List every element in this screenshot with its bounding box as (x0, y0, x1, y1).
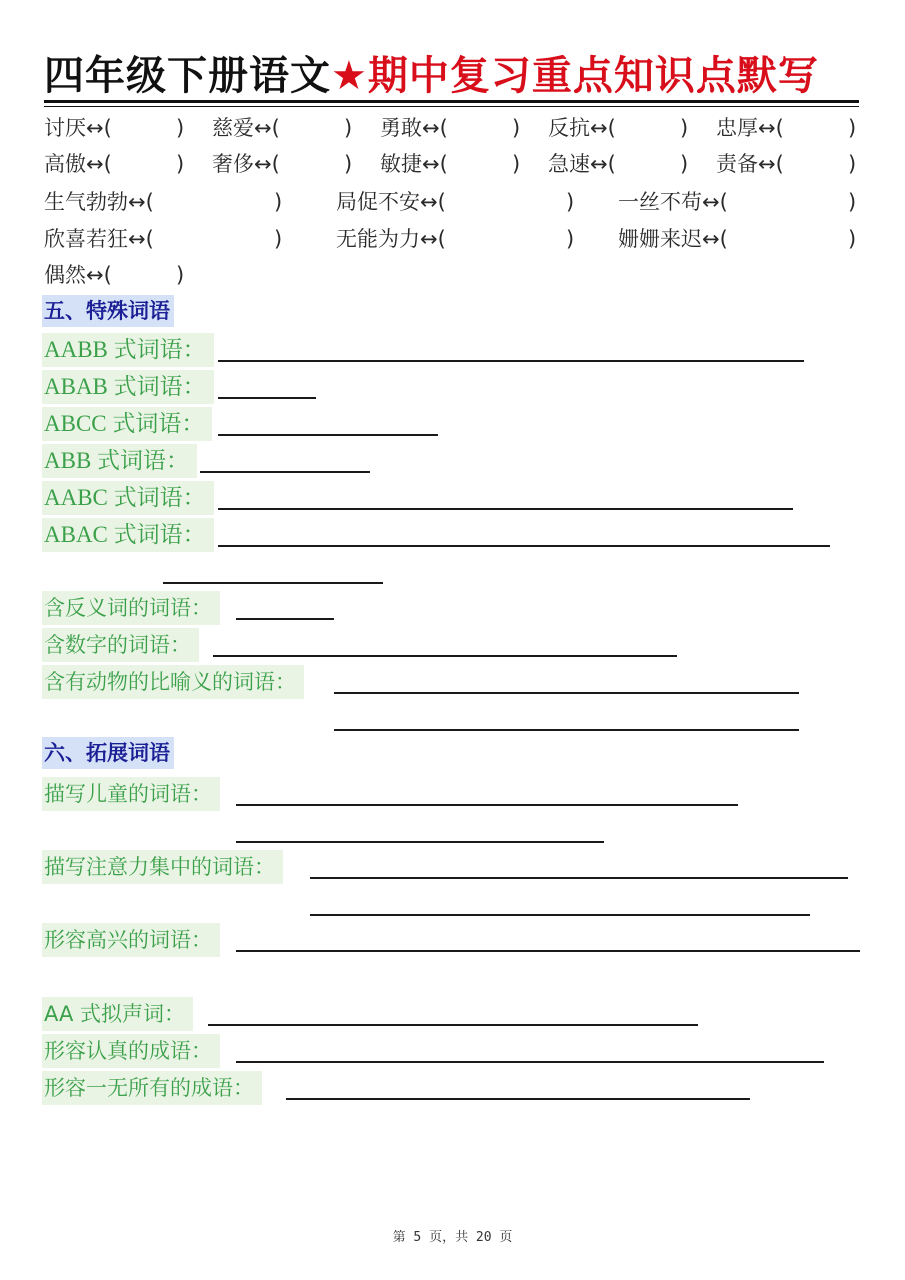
answer-line (218, 508, 793, 510)
page-title (44, 52, 819, 100)
answer-line (218, 397, 316, 399)
antonym-item: 慈爱↔( (212, 116, 280, 140)
antonym-item: 忠厚↔( (716, 116, 784, 140)
close-paren: ) (512, 116, 521, 140)
antonym-item: 偶然↔( (44, 263, 112, 287)
answer-line (310, 877, 848, 879)
abac-label: ABAC 式词语： (42, 518, 214, 552)
antonym-item: 生气勃勃↔( (44, 190, 154, 214)
page-footer: 第 5 页，共 20 页 (392, 1230, 513, 1245)
close-paren: ) (848, 227, 857, 251)
antonym-item: 反抗↔( (548, 116, 616, 140)
answer-line (334, 729, 799, 731)
antonym-item: 高傲↔( (44, 152, 112, 176)
close-paren: ) (274, 190, 283, 214)
answer-line (310, 914, 810, 916)
onomatopoeia-label: AA 式拟声词： (42, 997, 193, 1031)
answer-line (213, 655, 677, 657)
close-paren: ) (680, 116, 689, 140)
close-paren: ) (680, 152, 689, 176)
abb-label: ABB 式词语： (42, 444, 197, 478)
antonym-item: 责备↔( (716, 152, 784, 176)
antonym-item: 敏捷↔( (380, 152, 448, 176)
answer-line (218, 360, 804, 362)
children-words-label: 描写儿童的词语： (42, 777, 220, 811)
close-paren: ) (176, 152, 185, 176)
answer-line (334, 692, 799, 694)
close-paren: ) (566, 227, 575, 251)
answer-line (218, 434, 438, 436)
section-6-title: 六、拓展词语 (42, 737, 174, 769)
antonym-item: 欣喜若狂↔( (44, 227, 154, 251)
happy-words-label: 形容高兴的词语： (42, 923, 220, 957)
close-paren: ) (848, 152, 857, 176)
section-5-title: 五、特殊词语 (42, 295, 174, 327)
number-words-label: 含数字的词语： (42, 628, 199, 662)
answer-line (163, 582, 383, 584)
aabb-label: AABB 式词语： (42, 333, 214, 367)
close-paren: ) (848, 116, 857, 140)
antonym-item: 奢侈↔( (212, 152, 280, 176)
answer-line (236, 1061, 824, 1063)
close-paren: ) (566, 190, 575, 214)
nothing-idioms-label: 形容一无所有的成语： (42, 1071, 262, 1105)
abab-label: ABAB 式词语： (42, 370, 214, 404)
answer-line (208, 1024, 698, 1026)
antonym-item: 讨厌↔( (44, 116, 112, 140)
close-paren: ) (512, 152, 521, 176)
title-underline-thin (44, 106, 859, 107)
answer-line (236, 804, 738, 806)
close-paren: ) (176, 263, 185, 287)
antonym-words-label: 含反义词的词语： (42, 591, 220, 625)
title-highlight: 期中复习重点知识点默写 (367, 53, 819, 99)
answer-line (236, 841, 604, 843)
answer-line (218, 545, 830, 547)
animal-words-label: 含有动物的比喻义的词语： (42, 665, 304, 699)
antonym-item: 一丝不苟↔( (618, 190, 728, 214)
close-paren: ) (344, 116, 353, 140)
antonym-item: 急速↔( (548, 152, 616, 176)
star-icon: ★ (331, 53, 368, 99)
title-main: 四年级下册语文 (44, 53, 331, 99)
antonym-item: 无能为力↔( (336, 227, 446, 251)
antonym-item: 姗姗来迟↔( (618, 227, 728, 251)
antonym-item: 局促不安↔( (336, 190, 446, 214)
title-underline (44, 100, 859, 103)
answer-line (200, 471, 370, 473)
close-paren: ) (344, 152, 353, 176)
aabc-label: AABC 式词语： (42, 481, 214, 515)
answer-line (236, 618, 334, 620)
serious-idioms-label: 形容认真的成语： (42, 1034, 220, 1068)
answer-line (286, 1098, 750, 1100)
close-paren: ) (848, 190, 857, 214)
close-paren: ) (274, 227, 283, 251)
close-paren: ) (176, 116, 185, 140)
abcc-label: ABCC 式词语： (42, 407, 212, 441)
answer-line (236, 950, 860, 952)
antonym-item: 勇敢↔( (380, 116, 448, 140)
focus-words-label: 描写注意力集中的词语： (42, 850, 283, 884)
